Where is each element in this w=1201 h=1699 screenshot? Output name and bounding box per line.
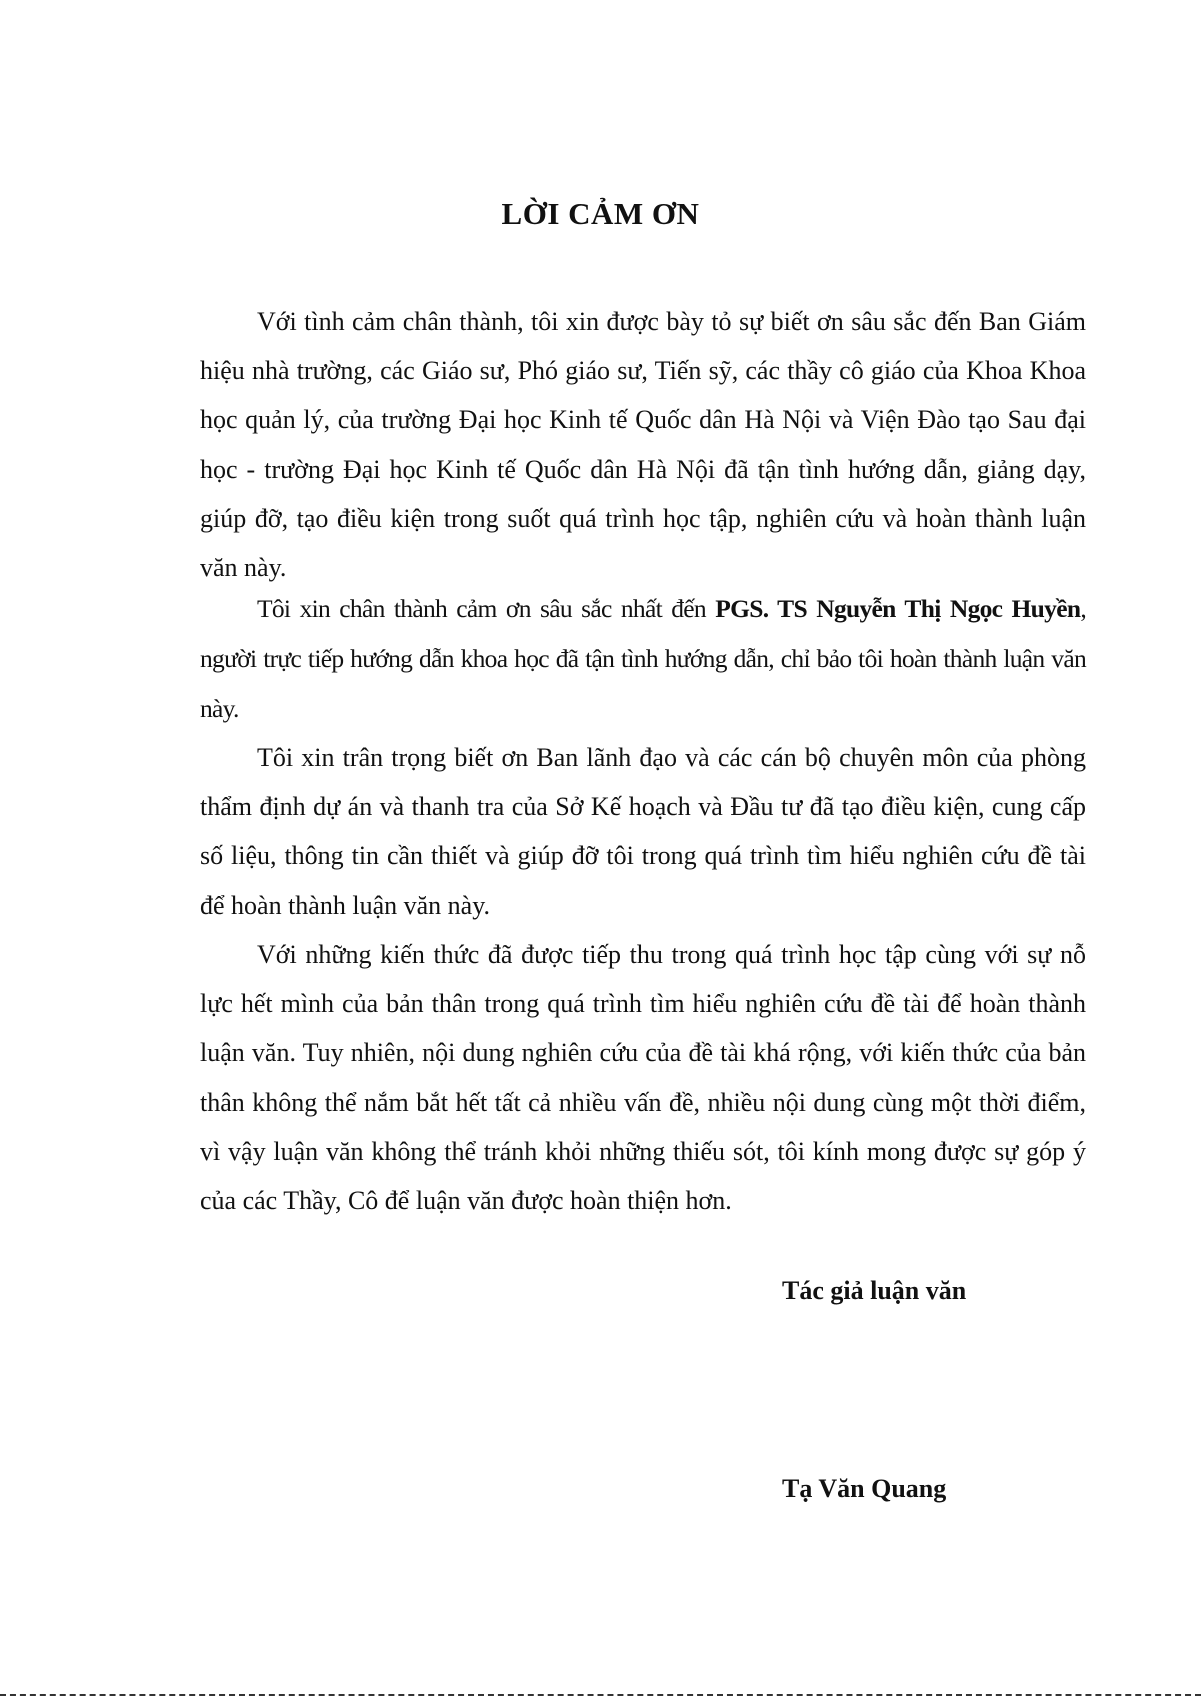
paragraph-text: Tôi xin trân trọng biết ơn Ban lãnh đạo và các cán bộ chuyên môn của phòng thẩm định dự án và thanh tra của Sở Kế hoạch và Đầu tư đã tạo điều kiện, cung cấp số liệu, thông tin cần thiết và giúp đỡ tôi trong quá trình tìm hiểu nghiên cứu đề tài để hoàn thành luận văn này. [200, 743, 1086, 920]
page-title: LỜI CẢM ƠN [501, 196, 700, 231]
supervisor-name: PGS. TS Nguyễn Thị Ngọc Huyền [715, 594, 1081, 623]
paragraph-text [200, 584, 1086, 734]
signature-name: Tạ Văn Quang [782, 1474, 947, 1503]
signature-role: Tác giả luận văn [782, 1276, 967, 1305]
paragraph-text: Với những kiến thức đã được tiếp thu trong quá trình học tập cùng với sự nỗ lực hết mình của bản thân trong quá trình tìm hiểu nghiên cứu đề tài để hoàn thành luận văn. Tuy nhiên, nội dung nghiên cứu của đề tài khá rộng, với kiến thức của bản thân không thể nắm bắt hết tất cả nhiều vấn đề, nhiều nội dung cùng một thời điểm, vì vậy luận văn không thể tránh khỏi những thiếu sót, tôi kính mong được sự góp ý của các Thầy, Cô để luận văn được hoàn thiện hơn. [200, 940, 1086, 1216]
paragraph-gratitude-university [200, 297, 1086, 592]
paragraph-text-after: , người trực tiếp hướng dẫn khoa học đã tận tình hướng dẫn, chỉ bảo tôi hoàn thành luận văn này. [200, 594, 1086, 723]
paragraph-gratitude-department [200, 733, 1086, 930]
paragraph-gratitude-supervisor [200, 584, 1086, 734]
paragraph-text: Với tình cảm chân thành, tôi xin được bày tỏ sự biết ơn sâu sắc đến Ban Giám hiệu nhà trường, các Giáo sư, Phó giáo sư, Tiến sỹ, các thầy cô giáo của Khoa Khoa học quản lý, của trường Đại học Kinh tế Quốc dân Hà Nội và Viện Đào tạo Sau đại học - trường Đại học Kinh tế Quốc dân Hà Nội đã tận tình hướng dẫn, giảng dạy, giúp đỡ, tạo điều kiện trong suốt quá trình học tập, nghiên cứu và hoàn thành luận văn này. [200, 307, 1086, 583]
paragraph-closing [200, 930, 1086, 1225]
page-bottom-border [0, 1694, 1201, 1696]
paragraph-text-before: Tôi xin chân thành cảm ơn sâu sắc nhất đến [257, 594, 716, 623]
